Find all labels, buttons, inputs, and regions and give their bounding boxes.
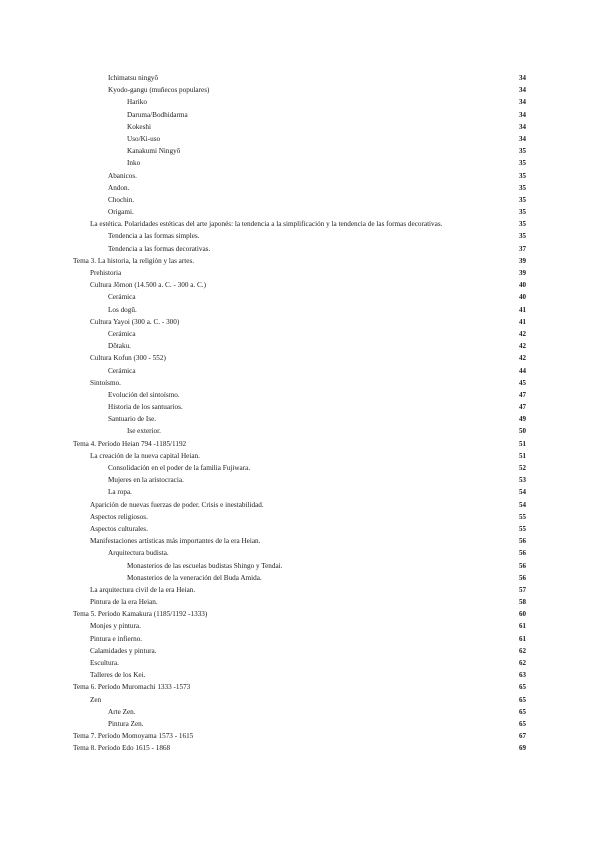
toc-entry-page: 57 <box>519 585 526 594</box>
toc-entry-title: Cerámica <box>108 293 136 302</box>
toc-entry[interactable] <box>0 96 600 108</box>
toc-entry-title: La arquitectura civil de la era Heian. <box>90 585 196 594</box>
toc-entry-page: 51 <box>519 439 526 448</box>
toc-entry-page: 53 <box>519 476 526 485</box>
toc-entry-page: 34 <box>519 110 526 119</box>
toc-entry-page: 56 <box>519 537 526 546</box>
toc-entry-page: 34 <box>519 74 526 82</box>
toc-entry-page: 35 <box>519 147 526 156</box>
toc-entry[interactable] <box>0 706 600 718</box>
toc-entry-page: 35 <box>519 159 526 168</box>
toc-entry-title: La estética. Polaridades estéticas del arte japonés: la tendencia a la simplificación y la tendencia de las formas decorativas. <box>90 220 443 229</box>
toc-entry[interactable] <box>0 450 600 462</box>
toc-entry-title: Tendencia a las formas decorativas. <box>108 244 211 253</box>
toc-entry-page: 55 <box>519 512 526 521</box>
toc-entry-title: Zen <box>90 695 102 704</box>
toc-entry-page: 60 <box>519 610 526 619</box>
toc-entry-page: 58 <box>519 598 526 607</box>
toc-entry[interactable] <box>0 572 600 584</box>
toc-entry[interactable] <box>0 218 600 230</box>
toc-entry[interactable] <box>0 182 600 194</box>
toc-entry-title: Historia de los santuarios. <box>108 403 183 412</box>
toc-entry[interactable] <box>0 742 600 754</box>
toc-entry[interactable] <box>0 133 600 145</box>
toc-entry-title: Tema 4. Período Heian 794 -1185/1192 <box>73 439 187 448</box>
toc-entry-title: Abanicos. <box>108 171 137 180</box>
toc-entry-page: 61 <box>519 634 526 643</box>
toc-entry[interactable] <box>0 206 600 218</box>
toc-entry-page: 41 <box>519 317 526 326</box>
toc-entry[interactable] <box>0 316 600 328</box>
toc-entry-page: 41 <box>519 305 526 314</box>
toc-entry-page: 65 <box>519 683 526 692</box>
toc-entry-title: Inko <box>127 159 141 168</box>
toc-entry-title: Monjes y pintura. <box>90 622 141 631</box>
toc-entry-title: La ropa. <box>108 488 132 497</box>
toc-entry-title: Consolidación en el poder de la familia Fujiwara. <box>108 464 251 472</box>
toc-entry[interactable] <box>0 352 600 364</box>
toc-entry-title: Aspectos culturales. <box>90 524 148 533</box>
toc-entry-page: 40 <box>519 281 526 290</box>
toc-entry[interactable] <box>0 694 600 706</box>
toc-entry-page: 45 <box>519 378 526 387</box>
toc-entry[interactable] <box>0 620 600 632</box>
toc-entry[interactable] <box>0 584 600 596</box>
toc-entry-page: 37 <box>519 244 526 253</box>
toc-entry-page: 65 <box>519 719 526 728</box>
toc-entry-title: Talleres de los Kei. <box>90 671 146 680</box>
toc-entry-title: Uso/Ki-uso <box>127 134 161 143</box>
toc-entry-title: Mujeres en la aristocracia. <box>108 476 184 485</box>
toc-entry[interactable] <box>0 291 600 303</box>
toc-entry-title: Pintura Zen. <box>108 719 144 728</box>
toc-entry-page: 35 <box>519 220 526 229</box>
toc-entry-title: Tema 7. Período Momoyama 1573 - 1615 <box>73 732 194 741</box>
toc-entry-page: 54 <box>519 500 526 509</box>
toc-entry[interactable] <box>0 304 600 316</box>
toc-entry-page: 51 <box>519 451 526 460</box>
toc-entry[interactable] <box>0 365 600 377</box>
toc-entry[interactable] <box>0 596 600 608</box>
toc-entry[interactable] <box>0 72 600 84</box>
toc-entry-page: 34 <box>519 134 526 143</box>
toc-entry-page: 69 <box>519 744 526 753</box>
toc-entry-page: 61 <box>519 622 526 631</box>
toc-entry[interactable] <box>0 681 600 693</box>
toc-entry-title: Cerámica <box>108 329 136 338</box>
toc-entry[interactable] <box>0 255 600 267</box>
toc-entry[interactable] <box>0 523 600 535</box>
toc-entry-page: 65 <box>519 695 526 704</box>
toc-entry-title: Monasterios de las escuelas budistas Shingo y Tendai. <box>127 561 283 570</box>
toc-entry[interactable] <box>0 401 600 413</box>
toc-entry-page: 47 <box>519 403 526 412</box>
toc-entry[interactable] <box>0 157 600 169</box>
toc-entry-page: 47 <box>519 390 526 399</box>
toc-entry-page: 35 <box>519 208 526 217</box>
toc-entry-page: 67 <box>519 732 526 741</box>
toc-entry-title: Ise exterior. <box>127 427 161 436</box>
toc-entry-page: 35 <box>519 232 526 241</box>
toc-entry-page: 56 <box>519 561 526 570</box>
toc-entry[interactable] <box>0 377 600 389</box>
toc-entry[interactable] <box>0 608 600 620</box>
toc-entry[interactable] <box>0 170 600 182</box>
toc-entry-page: 56 <box>519 549 526 558</box>
toc-entry-page: 54 <box>519 488 526 497</box>
toc-entry[interactable] <box>0 425 600 437</box>
toc-entry-title: Cultura Yayoi (300 a. C. - 300) <box>90 317 180 326</box>
toc-entry-page: 52 <box>519 464 526 472</box>
toc-entry[interactable] <box>0 279 600 291</box>
toc-entry[interactable] <box>0 328 600 340</box>
toc-entry-title: Kyodo-gangu (muñecos populares) <box>108 86 210 95</box>
toc-entry-title: Ichimatsu ningyō <box>108 74 159 82</box>
toc-entry-page: 35 <box>519 171 526 180</box>
toc-entry[interactable] <box>0 267 600 279</box>
toc-entry[interactable] <box>0 462 600 474</box>
toc-entry[interactable] <box>0 438 600 450</box>
toc-entry-title: Sintoísmo. <box>90 378 121 387</box>
toc-entry-page: 56 <box>519 573 526 582</box>
toc-entry-title: La creación de la nueva capital Heian. <box>90 451 200 460</box>
toc-entry-title: Kanakumi Ningyō <box>127 147 181 156</box>
toc-entry-page: 42 <box>519 329 526 338</box>
toc-entry-page: 39 <box>519 256 526 265</box>
toc-entry-title: Tendencia a las formas simples. <box>108 232 200 241</box>
toc-entry-page: 34 <box>519 122 526 131</box>
toc-entry[interactable] <box>0 645 600 657</box>
toc-entry-title: Cultura Kofun (300 - 552) <box>90 354 166 363</box>
toc-entry-page: 42 <box>519 354 526 363</box>
toc-entry[interactable] <box>0 633 600 645</box>
toc-entry[interactable] <box>0 657 600 669</box>
toc-entry[interactable] <box>0 511 600 523</box>
toc-entry-page: 62 <box>519 659 526 667</box>
toc-entry-page: 34 <box>519 86 526 95</box>
toc-entry-title: Cerámica <box>108 366 136 375</box>
toc-entry-title: Tema 6. Período Muromachi 1333 -1573 <box>73 683 191 692</box>
toc-entry-title: Arquitectura budista. <box>108 549 169 558</box>
toc-entry[interactable] <box>0 340 600 352</box>
toc-entry-title: Santuario de Ise. <box>108 415 157 424</box>
toc-entry[interactable] <box>0 486 600 498</box>
toc-entry-title: Andon. <box>108 183 130 192</box>
toc-entry-page: 63 <box>519 671 526 680</box>
toc-entry-title: Monasterios de la veneración del Buda Amida. <box>127 573 262 582</box>
toc-entry-page: 35 <box>519 195 526 204</box>
toc-entry[interactable] <box>0 413 600 425</box>
toc-entry[interactable] <box>0 145 600 157</box>
toc-entry-title: Aparición de nuevas fuerzas de poder. Crisis e inestabilidad. <box>90 500 264 509</box>
toc-entry-title: Chochin. <box>108 195 135 204</box>
toc-entry-page: 55 <box>519 524 526 533</box>
toc-entry-page: 44 <box>519 366 526 375</box>
toc-entry-title: Pintura e infierno. <box>90 634 143 643</box>
toc-entry-title: Escultura. <box>90 659 119 667</box>
toc-entry-title: Manifestaciones artísticas más importantes de la era Heian. <box>90 537 261 546</box>
toc-entry[interactable] <box>0 730 600 742</box>
toc-entry[interactable] <box>0 499 600 511</box>
toc-entry-title: Kokeshi <box>127 122 151 131</box>
toc-entry-page: 42 <box>519 342 526 351</box>
toc-entry-title: Tema 5. Período Kamakura (1185/1192 -1333) <box>73 610 208 619</box>
toc-entry[interactable] <box>0 243 600 255</box>
toc-entry-title: Dōtaku. <box>108 342 131 351</box>
toc-entry-title: Calamidades y pintura. <box>90 646 157 655</box>
toc-entry-title: Los dogū. <box>108 305 137 314</box>
toc-entry-title: Daruma/Bodhidarma <box>127 110 188 119</box>
toc-entry-title: Pintura de la era Heian. <box>90 598 158 607</box>
toc-entry[interactable] <box>0 194 600 206</box>
toc-entry-title: Hariko <box>127 98 147 107</box>
toc-entry-page: 40 <box>519 293 526 302</box>
toc-entry-title: Cultura Jōmon (14.500 a. C. - 300 a. C.) <box>90 281 206 290</box>
toc-entry-title: Tema 8. Período Edo 1615 - 1868 <box>73 744 171 753</box>
toc-entry[interactable] <box>0 474 600 486</box>
toc-entry-title: Origami. <box>108 208 134 217</box>
toc-entry[interactable] <box>0 669 600 681</box>
toc-entry-title: Evolución del sintoísmo. <box>108 390 180 399</box>
toc-entry[interactable] <box>0 230 600 242</box>
toc-entry-title: Arte Zen. <box>108 707 136 716</box>
toc-entry-title: Prehistoria <box>90 269 122 277</box>
toc-entry[interactable] <box>0 718 600 730</box>
toc-entry[interactable] <box>0 560 600 572</box>
toc-entry-page: 39 <box>519 269 526 277</box>
toc-entry-page: 62 <box>519 646 526 655</box>
toc-entry-page: 65 <box>519 707 526 716</box>
toc-entry[interactable] <box>0 84 600 96</box>
toc-entry-page: 50 <box>519 427 526 436</box>
toc-entry-page: 34 <box>519 98 526 107</box>
toc-entry[interactable] <box>0 109 600 121</box>
toc-entry[interactable] <box>0 389 600 401</box>
toc-entry[interactable] <box>0 121 600 133</box>
toc-entry-title: Tema 3. La historia, la religión y las artes. <box>73 256 195 265</box>
toc-entry[interactable] <box>0 535 600 547</box>
toc-entry-page: 49 <box>519 415 526 424</box>
toc-entry-title: Aspectos religiosos. <box>90 512 148 521</box>
toc-entry[interactable] <box>0 547 600 559</box>
table-of-contents <box>0 72 600 755</box>
toc-entry-page: 35 <box>519 183 526 192</box>
